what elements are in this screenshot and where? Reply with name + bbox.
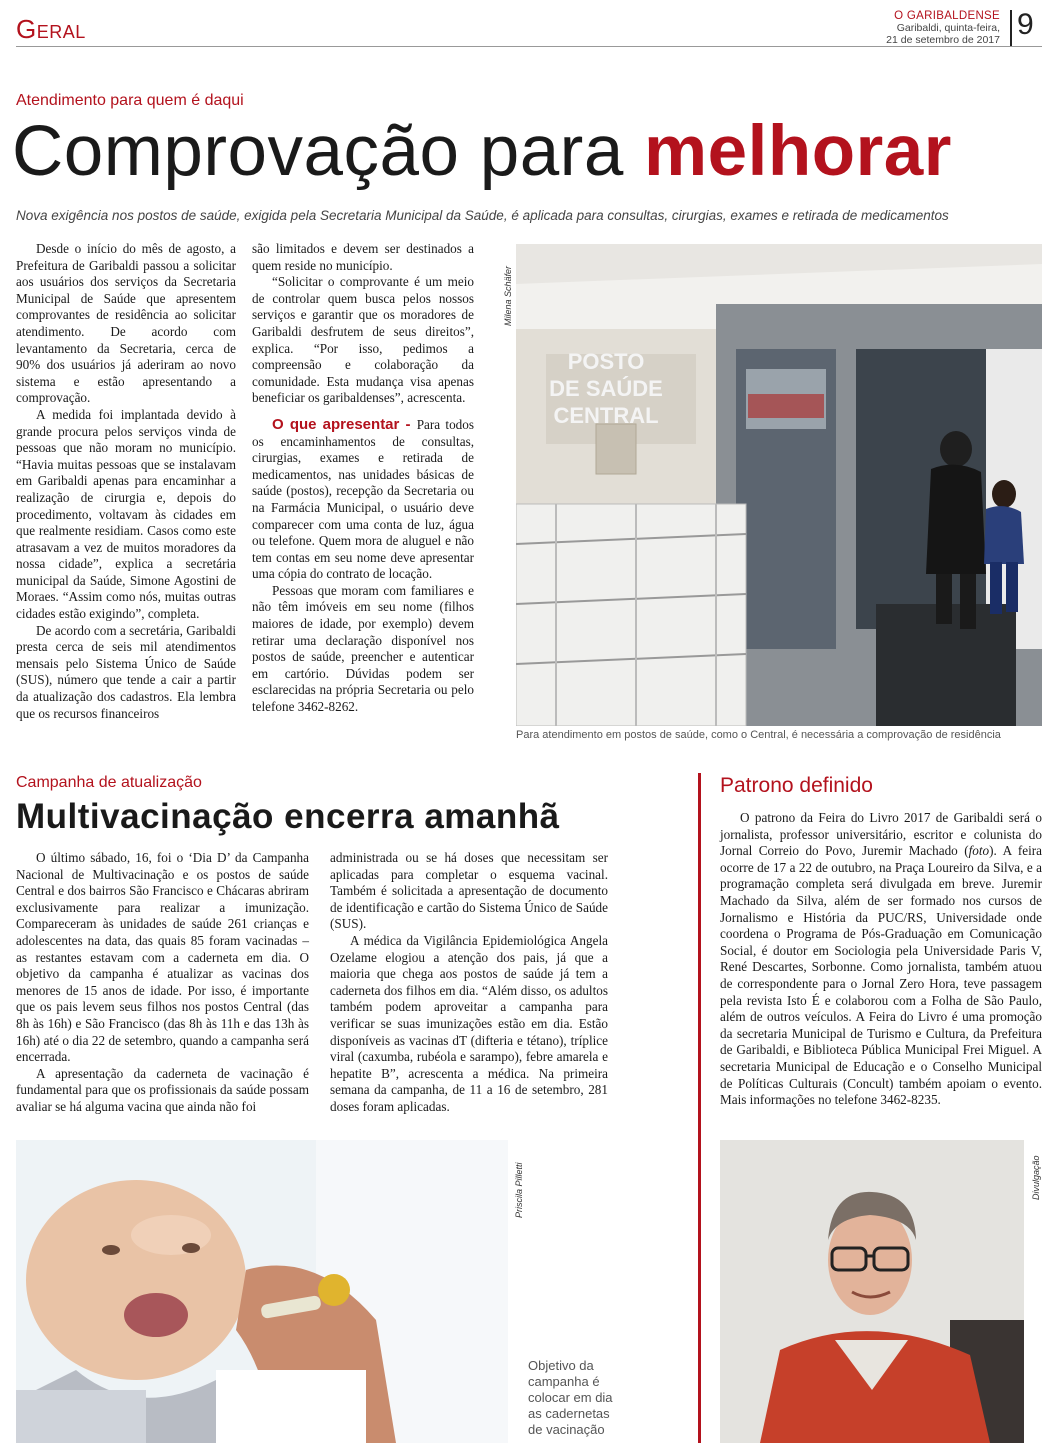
- page-number: 9: [1017, 8, 1034, 41]
- vacina-paragraph-4: A médica da Vigilância Epidemiológica Angela Ozelame elogiou a atenção dos pais, já que a maioria que chega aos postos de saúde já tem a caderneta dos filhos em dia. “Além disso, os adultos também podem aproveitar a campanha para verificar se suas imunizações estão em dia. Estão disponíveis as vacinas dT (difteria e tétano), tríplice viral (caxumba, rubéola e sarampo), febre amarela e hepatite B”, acrescenta a médica. Na primeira semana da campanha, de 11 a 16 de setembro, 281 doses foram aplicadas.: [330, 932, 608, 1114]
- main-paragraph-5: “Solicitar o comprovante é um meio de controlar quem busca pelos nossos serviços e garantir que os moradores de Garibaldi desfrutem de seus direitos”, explica. “Por isso, pedimos a compreensão e colaboração da comunidade. Esta mudança visa apenas beneficiar os garibaldenses”, acrescenta.: [252, 274, 474, 406]
- main-paragraph-6: [252, 417, 474, 583]
- patrono-title: Patrono definido: [720, 774, 873, 797]
- vaccine-photo: [16, 1140, 508, 1443]
- vacina-photo-caption: Objetivo da campanha é colocar em dia as cadernetas de vacinação: [528, 1358, 613, 1437]
- header-rule: [16, 46, 1042, 47]
- health-post-illustration: [516, 244, 1042, 726]
- dateline-1: Garibaldi, quinta-feira,: [896, 22, 1000, 34]
- patrono-photo-credit: Divulgação: [1031, 1155, 1041, 1200]
- vaccine-illustration: [16, 1140, 508, 1443]
- masthead-block: [886, 10, 1000, 46]
- vacina-column-2: [330, 850, 608, 1116]
- patrono-illustration: [720, 1140, 1024, 1443]
- main-column-2: [252, 241, 474, 716]
- vacina-photo-credit: Priscila Pilletti: [514, 1162, 524, 1218]
- patrono-text-block: [720, 810, 1042, 1109]
- vacina-paragraph-3: administrada ou se há doses que necessitam ser aplicadas para completar o esquema vacinal. Também é solicitada a apresentação de documento de identificação e cartão do Sistema Único de Saúde (SUS).: [330, 850, 608, 932]
- header-divider: [1010, 10, 1012, 46]
- sign-text: POSTO DE SAÚDE CENTRAL: [549, 349, 663, 428]
- newspaper-name: O GARIBALDENSE: [894, 10, 1000, 22]
- patrono-foto-word: foto: [968, 843, 990, 859]
- vacina-column-1: [16, 850, 309, 1116]
- main-paragraph-3: De acordo com a secretária, Garibaldi presta cerca de seis mil atendimentos mensais pelo Sistema Único de Saúde (SUS), número que tende a cair a partir da atualização dos cadastros. Ela lembra que os recursos financeiros: [16, 622, 236, 721]
- main-paragraph-2: A medida foi implantada devido à grande procura pelos serviços vinda de pessoas que não moram no município. “Havia muitas pessoas que se instalavam em Garibaldi apenas para encaminhar a realização de cirurgia e, depois do procedimento, voltavam às cidades em que realmente residiam. Casos como este atrasavam a vez de muitos moradores da nossa cidade”, explica a secretária municipal da Saúde, Simone Agostini de Moraes. “Assim como nós, muitas outras cidades estão exigindo”, completa.: [16, 406, 236, 622]
- vacina-paragraph-1: O último sábado, 16, foi o ‘Dia D’ da Campanha Nacional de Multivacinação e os postos de saúde Central e dos bairros São Francisco e Chácaras abriram exclusivamente para realizar a imunização. Compareceram às unidades de saúde 261 crianças e adolescentes na data, das quais 85 foram vacinadas – as restantes estavam com a caderneta em dia. O objetivo da campanha é atualizar as vacinas dos menores de 15 anos de idade. Por isso, é importante que os pais levem seus filhos nos postos Central (das 8h às 16h) e São Francisco (das 8h às 11h e das 13h às 16h) até o dia 22 de setembro, quando a campanha será encerrada.: [16, 850, 309, 1065]
- patrono-rule: [698, 773, 701, 1443]
- main-headline: [12, 112, 952, 192]
- headline-part-2: melhorar: [644, 112, 952, 191]
- headline-part-1: Comprovação para: [12, 112, 645, 191]
- health-post-photo: [516, 244, 1042, 726]
- main-subhead: O que apresentar -: [272, 415, 417, 433]
- patrono-text-2: ). A feira ocorre de 17 a 22 de outubro, na Praça Loureiro da Silva, e a programação completa será divulgada em breve. Juremir Machado da Silva, além de ser formado nos cursos de Jornalismo e História da PUC/RS, Universidade onde coordena o Programa de Pós-Graduação em Comunicação Social, é doutor em Sociologia pela Universidade Paris V, René Descartes, Sorbonne. Como jornalista, também atuou de correspondente para o Jornal Zero Hora, teve passagem pela revista Isto É e colaborou com a Folha de São Paulo, além de outros veículos. A Feira do Livro é uma promoção da secretaria Municipal de Turismo e Cultura, da Prefeitura de Garibaldi, e Biblioteca Pública Municipal Frei Miguel. A secretaria Municipal de Educação e o Conselho Municipal de Políticas Culturais (Concult) também apoiam o evento. Mais informações no telefone 3462-8235.: [720, 843, 1042, 1108]
- main-column-1: [16, 241, 236, 722]
- patrono-text-1: O patrono da Feira do Livro 2017 de Garibaldi será o jornalista, professor universitário, escritor e colunista do Jornal Correio do Povo, Juremir Machado (: [720, 810, 1042, 859]
- main-paragraph-4: são limitados e devem ser destinados a quem reside no município.: [252, 241, 474, 273]
- main-deck: Nova exigência nos postos de saúde, exigida pela Secretaria Municipal da Saúde, é aplicada para consultas, cirurgias, exames e retirada de medicamentos: [16, 208, 949, 223]
- main-kicker: Atendimento para quem é daqui: [16, 92, 244, 109]
- vacina-kicker: Campanha de atualização: [16, 774, 202, 791]
- main-photo-credit: Milena Schäfer: [503, 265, 513, 326]
- dateline-2: 21 de setembro de 2017: [886, 34, 1000, 46]
- main-paragraph-6-text: Para todos os encaminhamentos de consultas, cirurgias, exames e retirada de medicamentos, nas unidades básicas de saúde (postos), recepção da Secretaria ou na Farmácia Municipal, o usuário deve comparecer com uma conta de luz, água ou telefone. Quem mora de aluguel e não tem contas em seu nome deve apresentar uma cópia do contrato de locação.: [252, 416, 474, 582]
- main-paragraph-7: Pessoas que moram com familiares e não têm imóveis em seu nome (filhos maiores de idade, por exemplo) devem retirar uma declaração disponível nos postos de saúde, preencher e autenticar em cartório. Dúvidas podem ser esclarecidas na própria Secretaria ou pelo telefone 3462-8262.: [252, 582, 474, 715]
- patrono-photo: [720, 1140, 1024, 1443]
- main-photo-caption: Para atendimento em postos de saúde, como o Central, é necessária a comprovação de residência: [516, 729, 1001, 741]
- section-title: Geral: [16, 14, 86, 44]
- patrono-paragraph: [720, 810, 1042, 1109]
- section-header: [16, 14, 86, 46]
- vacina-paragraph-2: A apresentação da caderneta de vacinação é fundamental para que os profissionais da saúde possam avaliar se há alguma vacina que ainda não foi: [16, 1065, 309, 1114]
- main-paragraph-1: Desde o início do mês de agosto, a Prefeitura de Garibaldi passou a solicitar aos usuários dos serviços da Secretaria Municipal de Saúde que apresentem comprovantes de residência ao solicitar atendimento. De acordo com levantamento da Secretaria, cerca de 90% dos usuários já aderiram ao novo sistema e estão apresentando a comprovação.: [16, 241, 236, 406]
- vacina-headline: Multivacinação encerra amanhã: [16, 797, 560, 836]
